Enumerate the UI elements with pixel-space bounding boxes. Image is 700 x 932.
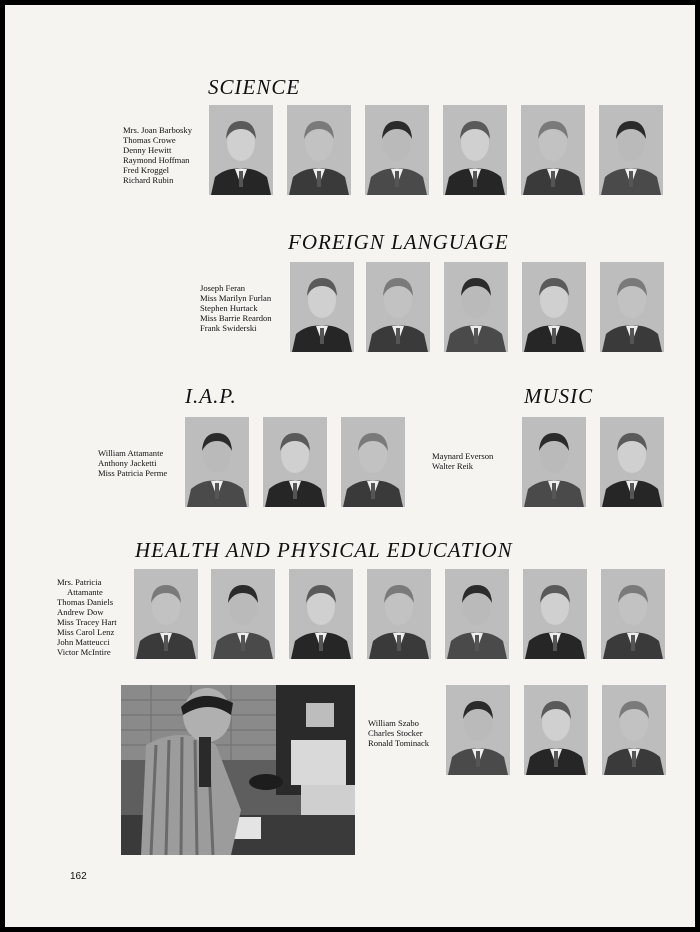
portrait-photo <box>602 685 666 775</box>
health-pe-name: Attamante <box>67 587 103 597</box>
foreign-language-names <box>200 283 272 333</box>
iap-name: Miss Patricia Perme <box>98 468 168 478</box>
music-names <box>432 451 493 471</box>
portrait-photo <box>445 569 509 659</box>
portrait-photo <box>263 417 327 507</box>
science-name: Denny Hewitt <box>123 145 172 155</box>
science-name: Fred Kroggel <box>123 165 170 175</box>
portrait-photo <box>289 569 353 659</box>
health-pe-name: William Szabo <box>368 718 419 728</box>
health-pe-name: John Matteucci <box>57 637 110 647</box>
health-pe-names-second <box>368 718 429 748</box>
health-pe-name: Victor McIntire <box>57 647 111 657</box>
portrait-photo <box>185 417 249 507</box>
science-name: Thomas Crowe <box>123 135 176 145</box>
science-name: Raymond Hoffman <box>123 155 190 165</box>
science-names <box>123 125 192 185</box>
portrait-photo <box>290 262 354 352</box>
portrait-photo <box>522 417 586 507</box>
foreign-language-name: Frank Swiderski <box>200 323 257 333</box>
portrait-photo <box>523 569 587 659</box>
portrait-photo <box>446 685 510 775</box>
portrait-photo <box>365 105 429 195</box>
foreign-language-heading: FOREIGN LANGUAGE <box>288 230 509 254</box>
iap-heading: I.A.P. <box>185 384 237 408</box>
portrait-photo <box>134 569 198 659</box>
health-pe-name: Miss Carol Lenz <box>57 627 115 637</box>
music-name: Maynard Everson <box>432 451 494 461</box>
portrait-photo <box>524 685 588 775</box>
music-heading: MUSIC <box>524 384 594 408</box>
foreign-language-name: Stephen Hurtack <box>200 303 258 313</box>
science-name: Mrs. Joan Barbosky <box>123 125 192 135</box>
health-pe-name: Thomas Daniels <box>57 597 114 607</box>
health-pe-heading: HEALTH AND PHYSICAL EDUCATION <box>135 538 513 562</box>
portrait-photo <box>367 569 431 659</box>
portrait-photo <box>209 105 273 195</box>
science-name: Richard Rubin <box>123 175 174 185</box>
portrait-photo <box>444 262 508 352</box>
yearbook-page <box>5 5 695 927</box>
health-pe-name: Ronald Tominack <box>368 738 430 748</box>
page-number: 162 <box>70 871 87 882</box>
portrait-photo <box>443 105 507 195</box>
portrait-photo <box>601 569 665 659</box>
iap-name: William Attamante <box>98 448 164 458</box>
portrait-photo <box>599 105 663 195</box>
portrait-photo <box>522 262 586 352</box>
portrait-photo <box>211 569 275 659</box>
portrait-photo <box>600 262 664 352</box>
music-name: Walter Reik <box>432 461 474 471</box>
iap-name: Anthony Jacketti <box>98 458 157 468</box>
foreign-language-name: Miss Marilyn Furlan <box>200 293 272 303</box>
health-pe-name: Mrs. Patricia <box>57 577 102 587</box>
iap-names <box>98 448 167 478</box>
portrait-photo <box>521 105 585 195</box>
portrait-photo <box>287 105 351 195</box>
health-pe-name: Charles Stocker <box>368 728 423 738</box>
science-heading: SCIENCE <box>208 75 301 99</box>
health-pe-names <box>57 577 117 657</box>
portrait-photo <box>366 262 430 352</box>
foreign-language-name: Joseph Feran <box>200 283 246 293</box>
portrait-photo <box>600 417 664 507</box>
portrait-photo <box>341 417 405 507</box>
health-pe-name: Andrew Dow <box>57 607 104 617</box>
health-pe-name: Miss Tracey Hart <box>57 617 117 627</box>
foreign-language-name: Miss Barrie Reardon <box>200 313 272 323</box>
candid-classroom-photo <box>121 685 355 855</box>
